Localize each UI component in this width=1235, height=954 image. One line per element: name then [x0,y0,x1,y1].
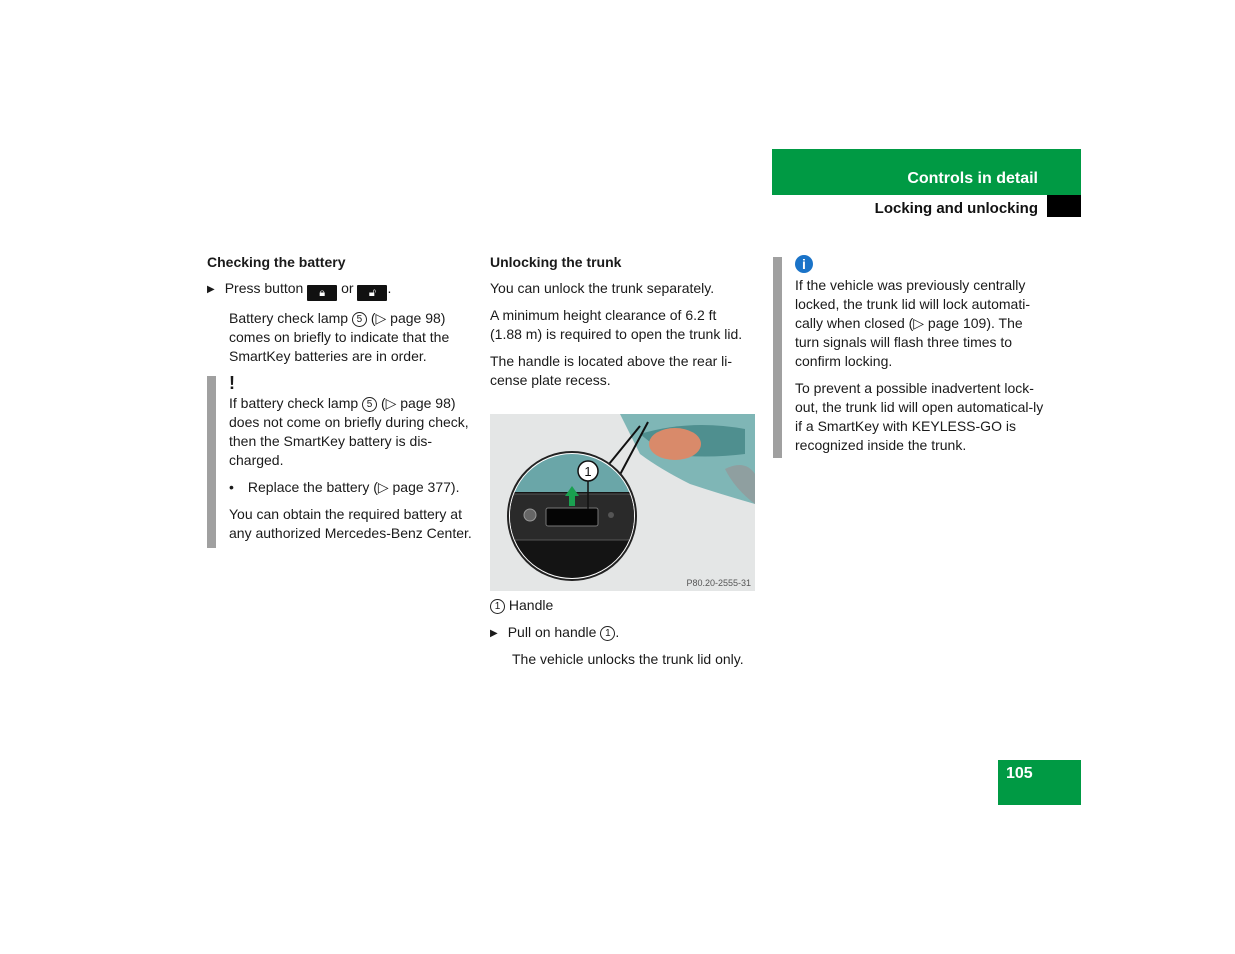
battery-step: ▶ Press button 🔒︎ or 🔓︎ . [207,280,392,299]
warning-icon: ! [229,373,235,393]
figure-legend: 1 Handle [490,596,756,615]
lamp-number: 5 [362,397,377,412]
trunk-heading: Unlocking the trunk [490,254,622,270]
warning-note: You can obtain the required battery at any authorized Mercedes-Benz Center. [229,506,472,541]
unlock-icon: 🔓︎ [357,285,387,301]
legend-number: 1 [490,599,505,614]
info-bar [773,257,782,458]
trunk-step: ▶ Pull on handle 1 . [490,623,756,643]
page-number: 105 [1006,765,1033,782]
battery-heading: Checking the battery [207,254,346,270]
trunk-p2: A minimum height clearance of 6.2 ft (1.88 m) is required to open the trunk lid. [490,307,743,342]
trunk-illustration [490,414,755,591]
trunk-column [490,253,752,390]
lamp-number: 5 [352,312,367,327]
trunk-p3: The handle is located above the rear li-cense plate recess. [490,353,733,388]
info-box [795,255,1045,455]
info-p2: To prevent a possible inadvertent lock-out, the trunk lid will open automatical-ly if a SmartKey with KEYLESS-GO is recognized inside the trunk. [795,380,1044,453]
warning-box [229,374,473,543]
trunk-steps [490,596,756,669]
trunk-result: The vehicle unlocks the trunk lid only. [512,651,744,667]
step-arrow-icon: ▶ [207,284,215,295]
page-number-tab [998,760,1081,805]
battery-column [207,253,473,366]
lock-icon: 🔒︎ [307,285,337,301]
trunk-p1: You can unlock the trunk separately. [490,280,715,296]
battery-result: Battery check lamp 5 (▷ page 98) comes on briefly to indicate that the SmartKey batteries are in order. [229,310,450,364]
step-arrow-icon: ▶ [490,628,498,639]
info-p1: If the vehicle was previously centrally locked, the trunk lid will lock automati-cally when closed (▷ page 109). The turn signals will flash three times to confirm locking. [795,277,1030,369]
warning-bar [207,376,216,548]
section-title: Controls in detail [907,170,1038,187]
header-marker [1047,195,1081,217]
warning-text: If battery check lamp 5 (▷ page 98) does not come on briefly during check, then the SmartKey battery is dis-charged. [229,395,469,468]
handle-number: 1 [600,626,615,641]
figure-callout: 1 [584,464,592,479]
subsection-title: Locking and unlocking [874,200,1038,217]
trunk-handle-figure [490,414,755,591]
info-icon: i [795,255,813,273]
figure-code: P80.20-2555-31 [686,578,751,588]
warning-bullet: • Replace the battery (▷ page 377). [229,479,460,495]
